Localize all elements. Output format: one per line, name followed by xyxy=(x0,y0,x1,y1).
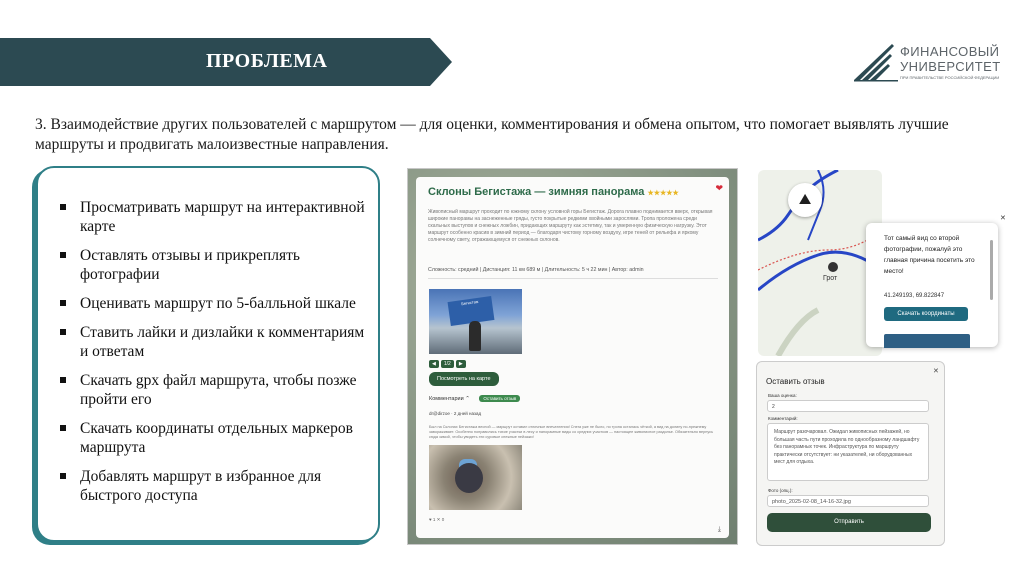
photo-next-button[interactable]: ▶ xyxy=(456,360,466,368)
route-panel xyxy=(416,177,729,538)
photo-counter: 1/2 xyxy=(441,360,454,368)
photo-figure xyxy=(455,463,483,493)
chevron-up-icon[interactable]: ⌃ xyxy=(465,396,470,402)
intro-paragraph: 3. Взаимодействие других пользователей с маршрутом — для оценки, комментирования и обмена опытом, что помогает выявлять лучшие маршруты и продвигать малоизвестные направления. xyxy=(35,116,949,153)
photo-file-input[interactable]: photo_2025-02-08_14-16-32.jpg xyxy=(767,495,929,507)
route-rating-stars: ★★★★★ xyxy=(647,190,679,197)
rating-label: Ваша оценка: xyxy=(768,393,797,398)
page-title: ПРОБЛЕМА xyxy=(206,50,328,72)
feature-item: Оценивать маршрут по 5-балльной шкале xyxy=(56,294,366,313)
photo-nav xyxy=(429,360,468,368)
popup-image xyxy=(884,334,970,348)
route-page-screenshot xyxy=(407,168,738,545)
comments-header xyxy=(429,395,520,402)
favorite-heart-icon[interactable]: ❤ xyxy=(715,183,723,193)
feature-item: Добавлять маршрут в избранное для быстрого доступа xyxy=(56,467,366,505)
feature-item: Просматривать маршрут на интерактивной карте xyxy=(56,198,366,236)
photo-sign-text: Бегистаж xyxy=(460,298,479,307)
feature-item: Скачать gpx файл маршрута, чтобы позже пройти его xyxy=(56,371,366,409)
popup-scrollbar[interactable] xyxy=(990,240,993,300)
photo-prev-button[interactable]: ◀ xyxy=(429,360,439,368)
download-coordinates-button[interactable]: Скачать координаты xyxy=(884,307,968,321)
logo-mark-icon xyxy=(852,38,898,82)
feature-item: Скачать координаты отдельных маркеров маршрута xyxy=(56,419,366,457)
rating-select[interactable]: 2 xyxy=(767,400,929,412)
comment-text: Был на Склонах Бегистажа весной — маршрут оставил отличные впечатления! Снега уже не было, но тропа осталась чёткой, а вид на долину по-прежнему завораживает. Особенно понравились тихие участки в лесу и панорамные виды со средних участков — настоящее живописное раздолье. Обязательно вернусь сюда зимой, чтобы увидеть эти суровые снежные пейзажи! xyxy=(429,425,714,439)
feature-list xyxy=(56,198,366,515)
route-title xyxy=(428,186,679,198)
review-close-icon[interactable]: ✕ xyxy=(933,367,939,375)
comment-author: dr@dirzoe · 2 дней назад xyxy=(429,411,482,416)
leave-review-button[interactable]: Оставить отзыв xyxy=(479,395,520,402)
feature-item: Оставлять отзывы и прикреплять фотографии xyxy=(56,246,366,284)
view-on-map-button[interactable]: Посмотреть на карте xyxy=(429,372,499,386)
divider xyxy=(428,278,718,279)
logo-text-line2: УНИВЕРСИТЕТ xyxy=(900,59,1001,74)
route-photo-1[interactable] xyxy=(429,289,522,354)
submit-button[interactable]: Отправить xyxy=(767,513,931,532)
cave-marker-icon[interactable] xyxy=(828,262,838,272)
popup-text: Тот самый вид со второй фотографии, пожалуй это главная причина посетить это место! xyxy=(884,235,975,275)
photo-person xyxy=(469,321,481,351)
photo-label: Фото (опц.): xyxy=(768,488,793,493)
logo-text-line3: ПРИ ПРАВИТЕЛЬСТВЕ РОССИЙСКОЙ ФЕДЕРАЦИИ xyxy=(900,75,1000,80)
comment-likes[interactable]: ♥ 1 ✕ 0 xyxy=(429,517,445,522)
popup-coordinates: 41.249193, 69.822847 xyxy=(884,293,945,299)
route-description: Живописный маршрут проходит по южному склону условной горы Бегистаж. Дорога плавно поднимается вверх, открывая широкие панорамы на заснеженные гряды, густо покрытые редкими хвойными зарослями. Тропа проложена среди скальных выступов и снежных ложбин, придающих маршруту как эстетику, так и умеренную физическую нагрузку. Этот маршрут особенно красив в зимний период — благодаря чистому горному воздуху, игре теней от рельефа и яркому солнечному свету, отражающемуся от снежных склонов. xyxy=(428,209,713,243)
route-title-text: Склоны Бегистажа — зимняя панорама xyxy=(428,186,645,198)
feature-item: Ставить лайки и дизлайки к комментариям и ответам xyxy=(56,323,366,361)
comment-label: Комментарий: xyxy=(768,416,798,421)
route-stats: Сложность: средний | Дистанция: 11 км 689 м | Длительность: 5 ч 22 мин | Автор: admin xyxy=(428,267,644,273)
comments-label: Комментарии xyxy=(429,396,464,402)
photo-marker-icon[interactable]: ⛰ xyxy=(788,183,822,217)
comment-photo[interactable] xyxy=(429,445,522,510)
popup-close-icon[interactable]: ✕ xyxy=(1000,214,1006,222)
university-logo xyxy=(852,38,1022,86)
review-form-title: Оставить отзыв xyxy=(766,377,825,386)
logo-text-line1: ФИНАНСОВЫЙ xyxy=(900,44,1000,59)
download-icon[interactable]: ⤓ xyxy=(717,525,721,533)
comment-textarea[interactable]: Маршрут разочаровал. Ожидал живописных пейзажей, но большая часть пути проходила по однообразному ландшафту без панорамных точек. Инфраструктура по маршруту практически отсутствует: ни указателей, ни оборудованных мест для отдыха. xyxy=(767,423,929,481)
map-marker-label: Грот xyxy=(823,275,838,282)
